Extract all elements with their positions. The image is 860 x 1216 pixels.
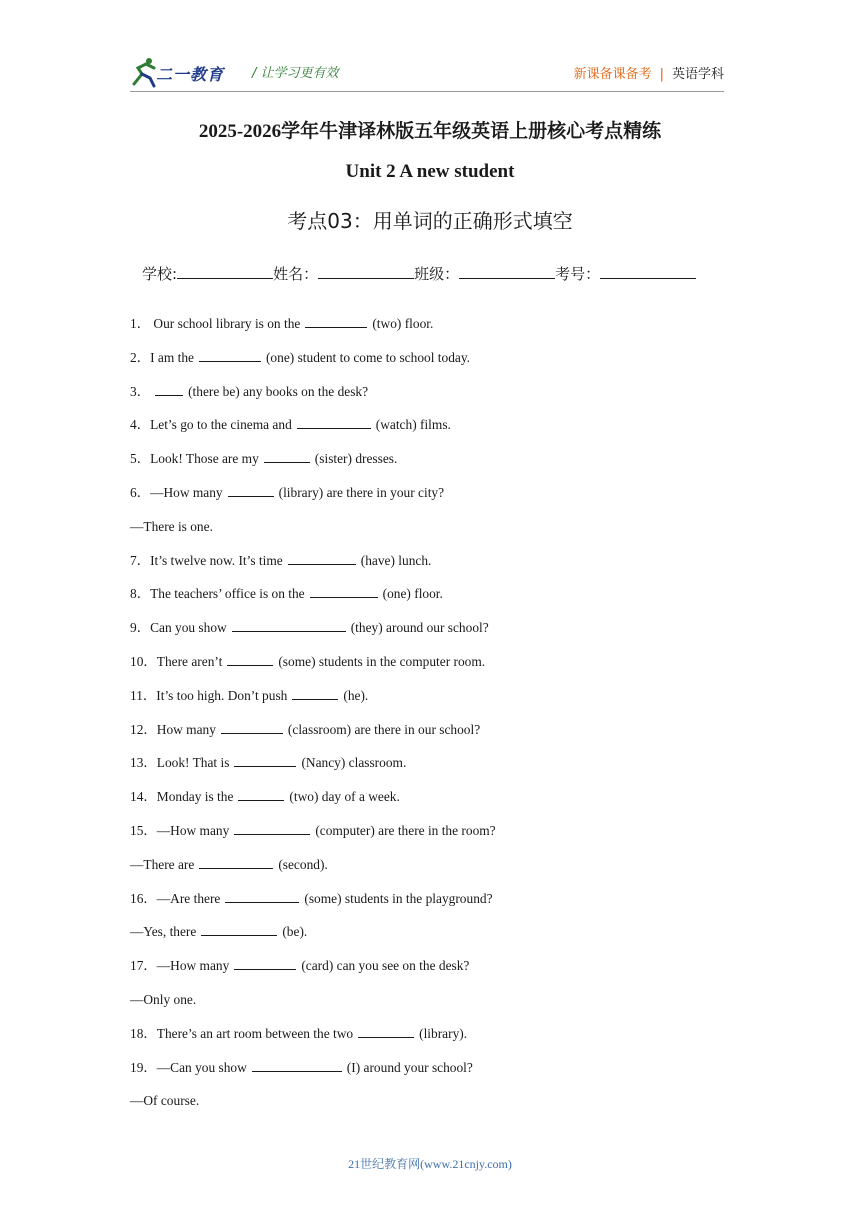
question-hint: (some) students in the computer room.	[278, 653, 486, 669]
question-text: 8．The teachers’ office is on the	[130, 586, 305, 602]
question-line	[130, 889, 730, 923]
school-label: 学校:	[142, 265, 178, 283]
runner-logo-icon	[130, 56, 158, 88]
doc-title: 2025-2026学年牛津译林版五年级英语上册核心考点精练	[198, 121, 662, 142]
question-text: 18．There’s an art room between the two	[130, 1025, 354, 1041]
header-divider	[130, 91, 724, 92]
question-hint: (some) students in the playground?	[304, 890, 493, 906]
answer-blank[interactable]	[225, 889, 299, 903]
question-text: 19．—Can you show	[130, 1059, 247, 1075]
question-text: 15．—How many	[130, 822, 230, 838]
school-blank[interactable]	[177, 264, 273, 279]
question-text: 2．I am the	[130, 349, 194, 365]
logo-text: 二一教育	[156, 65, 225, 84]
question-line	[130, 618, 730, 652]
question-line	[130, 956, 730, 990]
question-line	[130, 686, 730, 720]
question-hint: (he).	[343, 687, 369, 703]
question-text: 14．Monday is the	[130, 789, 234, 805]
question-line	[130, 584, 730, 618]
question-line	[130, 787, 730, 821]
question-hint: (classroom) are there in our school?	[287, 721, 481, 737]
question-line	[130, 517, 730, 551]
question-hint: (one) floor.	[382, 586, 443, 602]
question-line	[130, 449, 730, 483]
question-line	[130, 1091, 730, 1125]
question-hint: (second).	[278, 856, 328, 872]
answer-blank[interactable]	[358, 1024, 414, 1038]
question-line	[130, 415, 730, 449]
student-info-row	[142, 263, 696, 284]
question-hint: (watch) films.	[375, 417, 451, 433]
question-text: 13．Look! That is	[130, 755, 230, 771]
logo	[130, 56, 240, 88]
question-line	[130, 720, 730, 754]
page-header	[130, 56, 724, 90]
answer-blank[interactable]	[232, 618, 346, 632]
question-line	[130, 990, 730, 1024]
answer-blank[interactable]	[228, 483, 274, 497]
question-text: 9．Can you show	[130, 620, 227, 636]
answer-blank[interactable]	[199, 855, 273, 869]
question-text: —Only one.	[130, 991, 197, 1007]
question-text: 4．Let’s go to the cinema and	[130, 417, 292, 433]
question-text: —There is one.	[130, 518, 213, 534]
answer-blank[interactable]	[155, 382, 183, 396]
answer-blank[interactable]	[234, 821, 310, 835]
answer-blank[interactable]	[305, 314, 367, 328]
answer-blank[interactable]	[238, 787, 284, 801]
answer-blank[interactable]	[199, 348, 261, 362]
question-text: —There are	[130, 856, 195, 872]
class-label: 班级：	[414, 265, 460, 283]
answer-blank[interactable]	[288, 551, 356, 565]
question-line	[130, 922, 730, 956]
question-hint: (computer) are there in the room?	[315, 822, 496, 838]
name-label: 姓名：	[273, 265, 319, 283]
question-text: 11．It’s too high. Don’t push	[130, 687, 288, 703]
question-line	[130, 483, 730, 517]
question-line	[130, 314, 730, 348]
question-hint: (library) are there in your city?	[278, 484, 445, 500]
question-text: —Of course.	[130, 1093, 200, 1109]
name-blank[interactable]	[318, 264, 414, 279]
answer-blank[interactable]	[234, 753, 296, 767]
number-label: 考号：	[555, 265, 601, 283]
question-line	[130, 753, 730, 787]
class-blank[interactable]	[459, 264, 555, 279]
answer-blank[interactable]	[297, 415, 371, 429]
question-hint: (have) lunch.	[360, 552, 432, 568]
answer-blank[interactable]	[227, 652, 273, 666]
question-line	[130, 652, 730, 686]
question-hint: (one) student to come to school today.	[265, 349, 471, 365]
answer-blank[interactable]	[292, 686, 338, 700]
question-text: 6．—How many	[130, 484, 223, 500]
header-right	[574, 63, 724, 82]
question-line	[130, 382, 730, 416]
answer-blank[interactable]	[234, 956, 296, 970]
question-hint: (card) can you see on the desk?	[301, 958, 470, 974]
page-footer: 21世纪教育网(www.21cnjy.com)	[348, 1157, 512, 1171]
header-separator: |	[659, 67, 664, 82]
slogan: / 让学习更有效	[252, 66, 339, 81]
question-hint: (library).	[419, 1025, 468, 1041]
unit-title: Unit 2 A new student	[345, 161, 515, 182]
question-hint: (two) day of a week.	[289, 789, 400, 805]
question-text: —Yes, there	[130, 924, 197, 940]
question-hint: (there be) any books on the desk?	[188, 383, 369, 399]
question-hint: (sister) dresses.	[314, 451, 398, 467]
question-hint: (Nancy) classroom.	[301, 755, 407, 771]
question-line	[130, 551, 730, 585]
question-line	[130, 855, 730, 889]
header-subject: 英语学科	[671, 67, 724, 82]
question-hint: (be).	[282, 924, 308, 940]
question-text: 12．How many	[130, 721, 216, 737]
section-title: 考点03：用单词的正确形式填空	[287, 209, 573, 233]
number-blank[interactable]	[600, 264, 696, 279]
question-line	[130, 821, 730, 855]
question-list	[130, 314, 730, 1125]
question-text: 16．—Are there	[130, 890, 221, 906]
question-text: 10．There aren’t	[130, 653, 223, 669]
question-line	[130, 348, 730, 382]
question-text: 17．—How many	[130, 958, 230, 974]
answer-blank[interactable]	[252, 1058, 342, 1072]
question-hint: (I) around your school?	[346, 1059, 473, 1075]
question-line	[130, 1024, 730, 1058]
question-hint: (two) floor.	[372, 316, 434, 331]
question-text: 5．Look! Those are my	[130, 451, 259, 467]
answer-blank[interactable]	[310, 584, 378, 598]
answer-blank[interactable]	[201, 922, 277, 936]
question-text: 7．It’s twelve now. It’s time	[130, 552, 283, 568]
question-line	[130, 1058, 730, 1092]
question-text: 1． Our school library is on the	[130, 316, 301, 331]
answer-blank[interactable]	[264, 449, 310, 463]
header-tag: 新课备课备考	[573, 67, 652, 82]
question-text: 3．	[130, 383, 151, 399]
answer-blank[interactable]	[221, 720, 283, 734]
question-hint: (they) around our school?	[350, 620, 489, 636]
